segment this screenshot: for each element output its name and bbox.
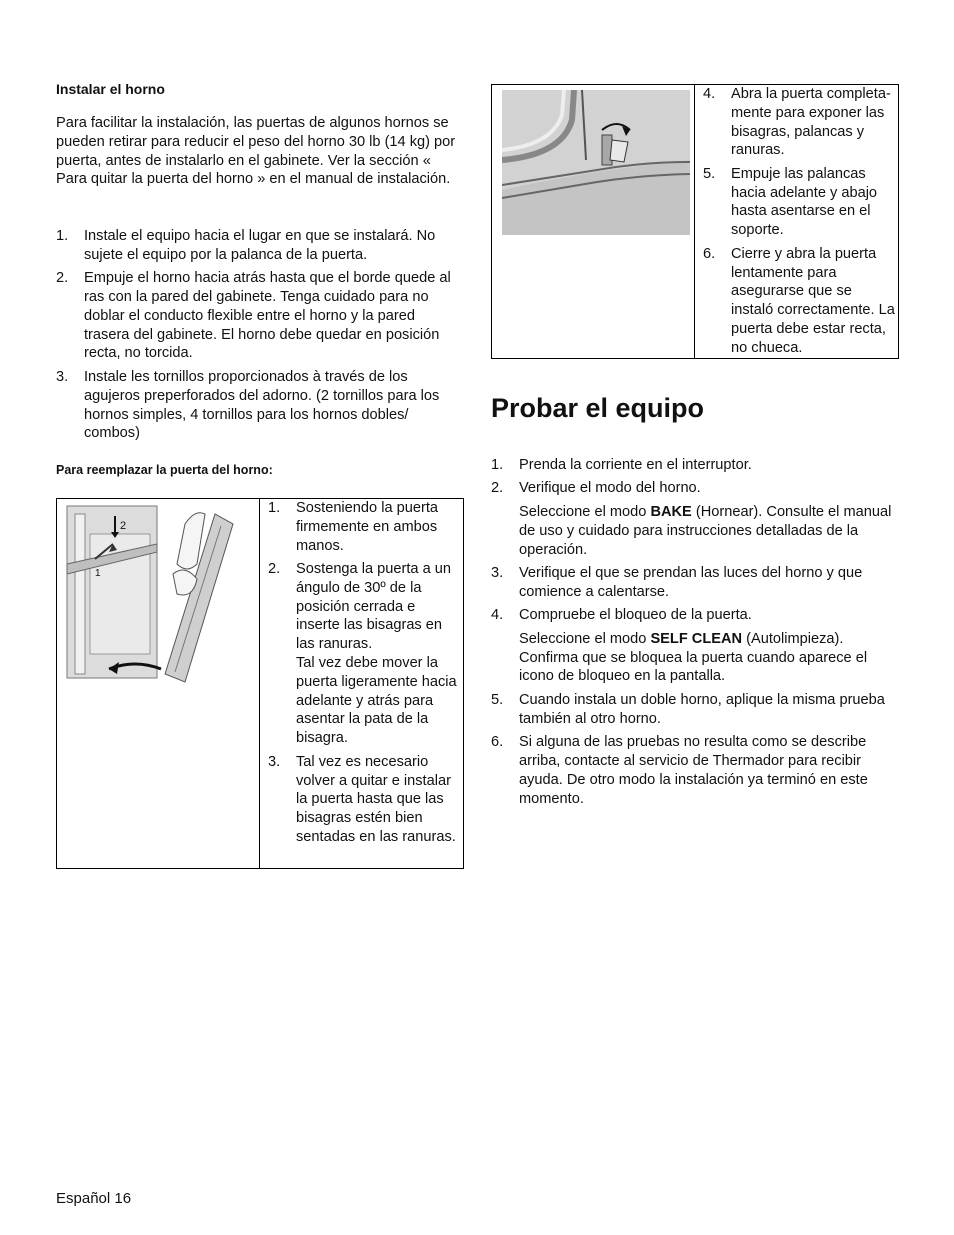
replace-door-heading: Para reemplazar la puerta del horno: (56, 463, 273, 477)
list-item: 4. Abra la puerta completa-mente para exponer las bisagras, palancas y ranuras. (703, 86, 891, 159)
test-steps-list (491, 456, 899, 813)
list-item: 5. Cuando instala un doble horno, aplique la misma prueba también al otro horno. (491, 691, 885, 727)
list-item: 6. Cierre y abra la puerta lentamente para asegurarse que se instaló correctamente. La puerta debe estar recta, no chueca. (703, 245, 895, 356)
door-hinge-steps (703, 85, 895, 362)
test-section-title: Probar el equipo (491, 393, 705, 423)
hinge-illustration (502, 90, 690, 235)
list-item: 3. Instale les tornillos proporcionados à través de los agujeros preperforados del adorno. (2 tornillos para los hornos simples, 4 tornillos para los hornos dobles/ combos) (56, 368, 440, 442)
self-clean-keyword: SELF CLEAN (650, 630, 743, 647)
svg-text:1: 1 (95, 568, 101, 579)
install-steps-list (56, 227, 464, 448)
list-item: 3. Verifique el que se prendan las luces del horno y que comience a calentarse. (491, 565, 863, 600)
list-item: 5. Empuje las palancas hacia adelante y abajo hasta asentarse en el soporte. (703, 165, 878, 239)
list-item: 1. Prenda la corriente en el interruptor. (491, 457, 752, 473)
bake-keyword: BAKE (650, 503, 692, 520)
replace-door-table (56, 498, 464, 869)
replace-door-steps (268, 499, 460, 851)
install-heading: Instalar el horno (56, 81, 165, 97)
list-item: 6. Si alguna de las pruebas no resulta como se describe arriba, contacte al servicio de Thermador para recibir ayuda. De otro modo la instalación ya terminó en este momento. (491, 734, 868, 807)
list-item: 4. Compruebe el bloqueo de la puerta. Seleccione el modo SELF CLEAN (Autolimpieza). Confirma que se bloquea la puerta cuando aparece el icono de bloqueo en la pantalla. (491, 607, 868, 685)
svg-text:2: 2 (120, 520, 127, 532)
list-item: 2. Verifique el modo del horno. Seleccione el modo BAKE (Hornear). Consulte el manual de uso y cuidado para instrucciones detalladas de la operación. (491, 480, 892, 558)
list-item: 3. Tal vez es necesario volver a quitar e instalar la puerta hasta que las bisagras estén bien sentadas en las ranuras. (268, 753, 456, 845)
list-item: 2. Sostenga la puerta a un ángulo de 30º de la posición cerrada e inserte las bisagras en las ranuras. Tal vez debe mover la puerta ligeramente hacia adelante y atrás para asentar la pata de la bisagra. (268, 561, 457, 747)
list-item: 1. Sosteniendo la puerta firmemente en ambos manos. (268, 500, 438, 554)
list-item: 2. Empuje el horno hacia atrás hasta que el borde quede al ras con la pared del gabinete. Tenga cuidado para no doblar el conducto flexible entre el horno y la pared trasera del gabinete. El horno debe quedar en posición recta, no torcida. (56, 270, 451, 362)
list-item: 1. Instale el equipo hacia el lugar en que se instalará. No sujete el equipo por la palanca de la puerta. (56, 228, 436, 263)
page-number: Español 16 (56, 1190, 132, 1207)
door-installation-illustration (65, 504, 241, 684)
install-intro: Para facilitar la instalación, las puertas de algunos hornos se pueden retirar para reducir el peso del horno 30 lb (14 kg) por puerta, antes de instalarlo en el gabinete. Ver la sección « Para quitar la puerta del horno » en el manual de instalación. (56, 115, 456, 188)
door-hinge-table (491, 84, 899, 359)
